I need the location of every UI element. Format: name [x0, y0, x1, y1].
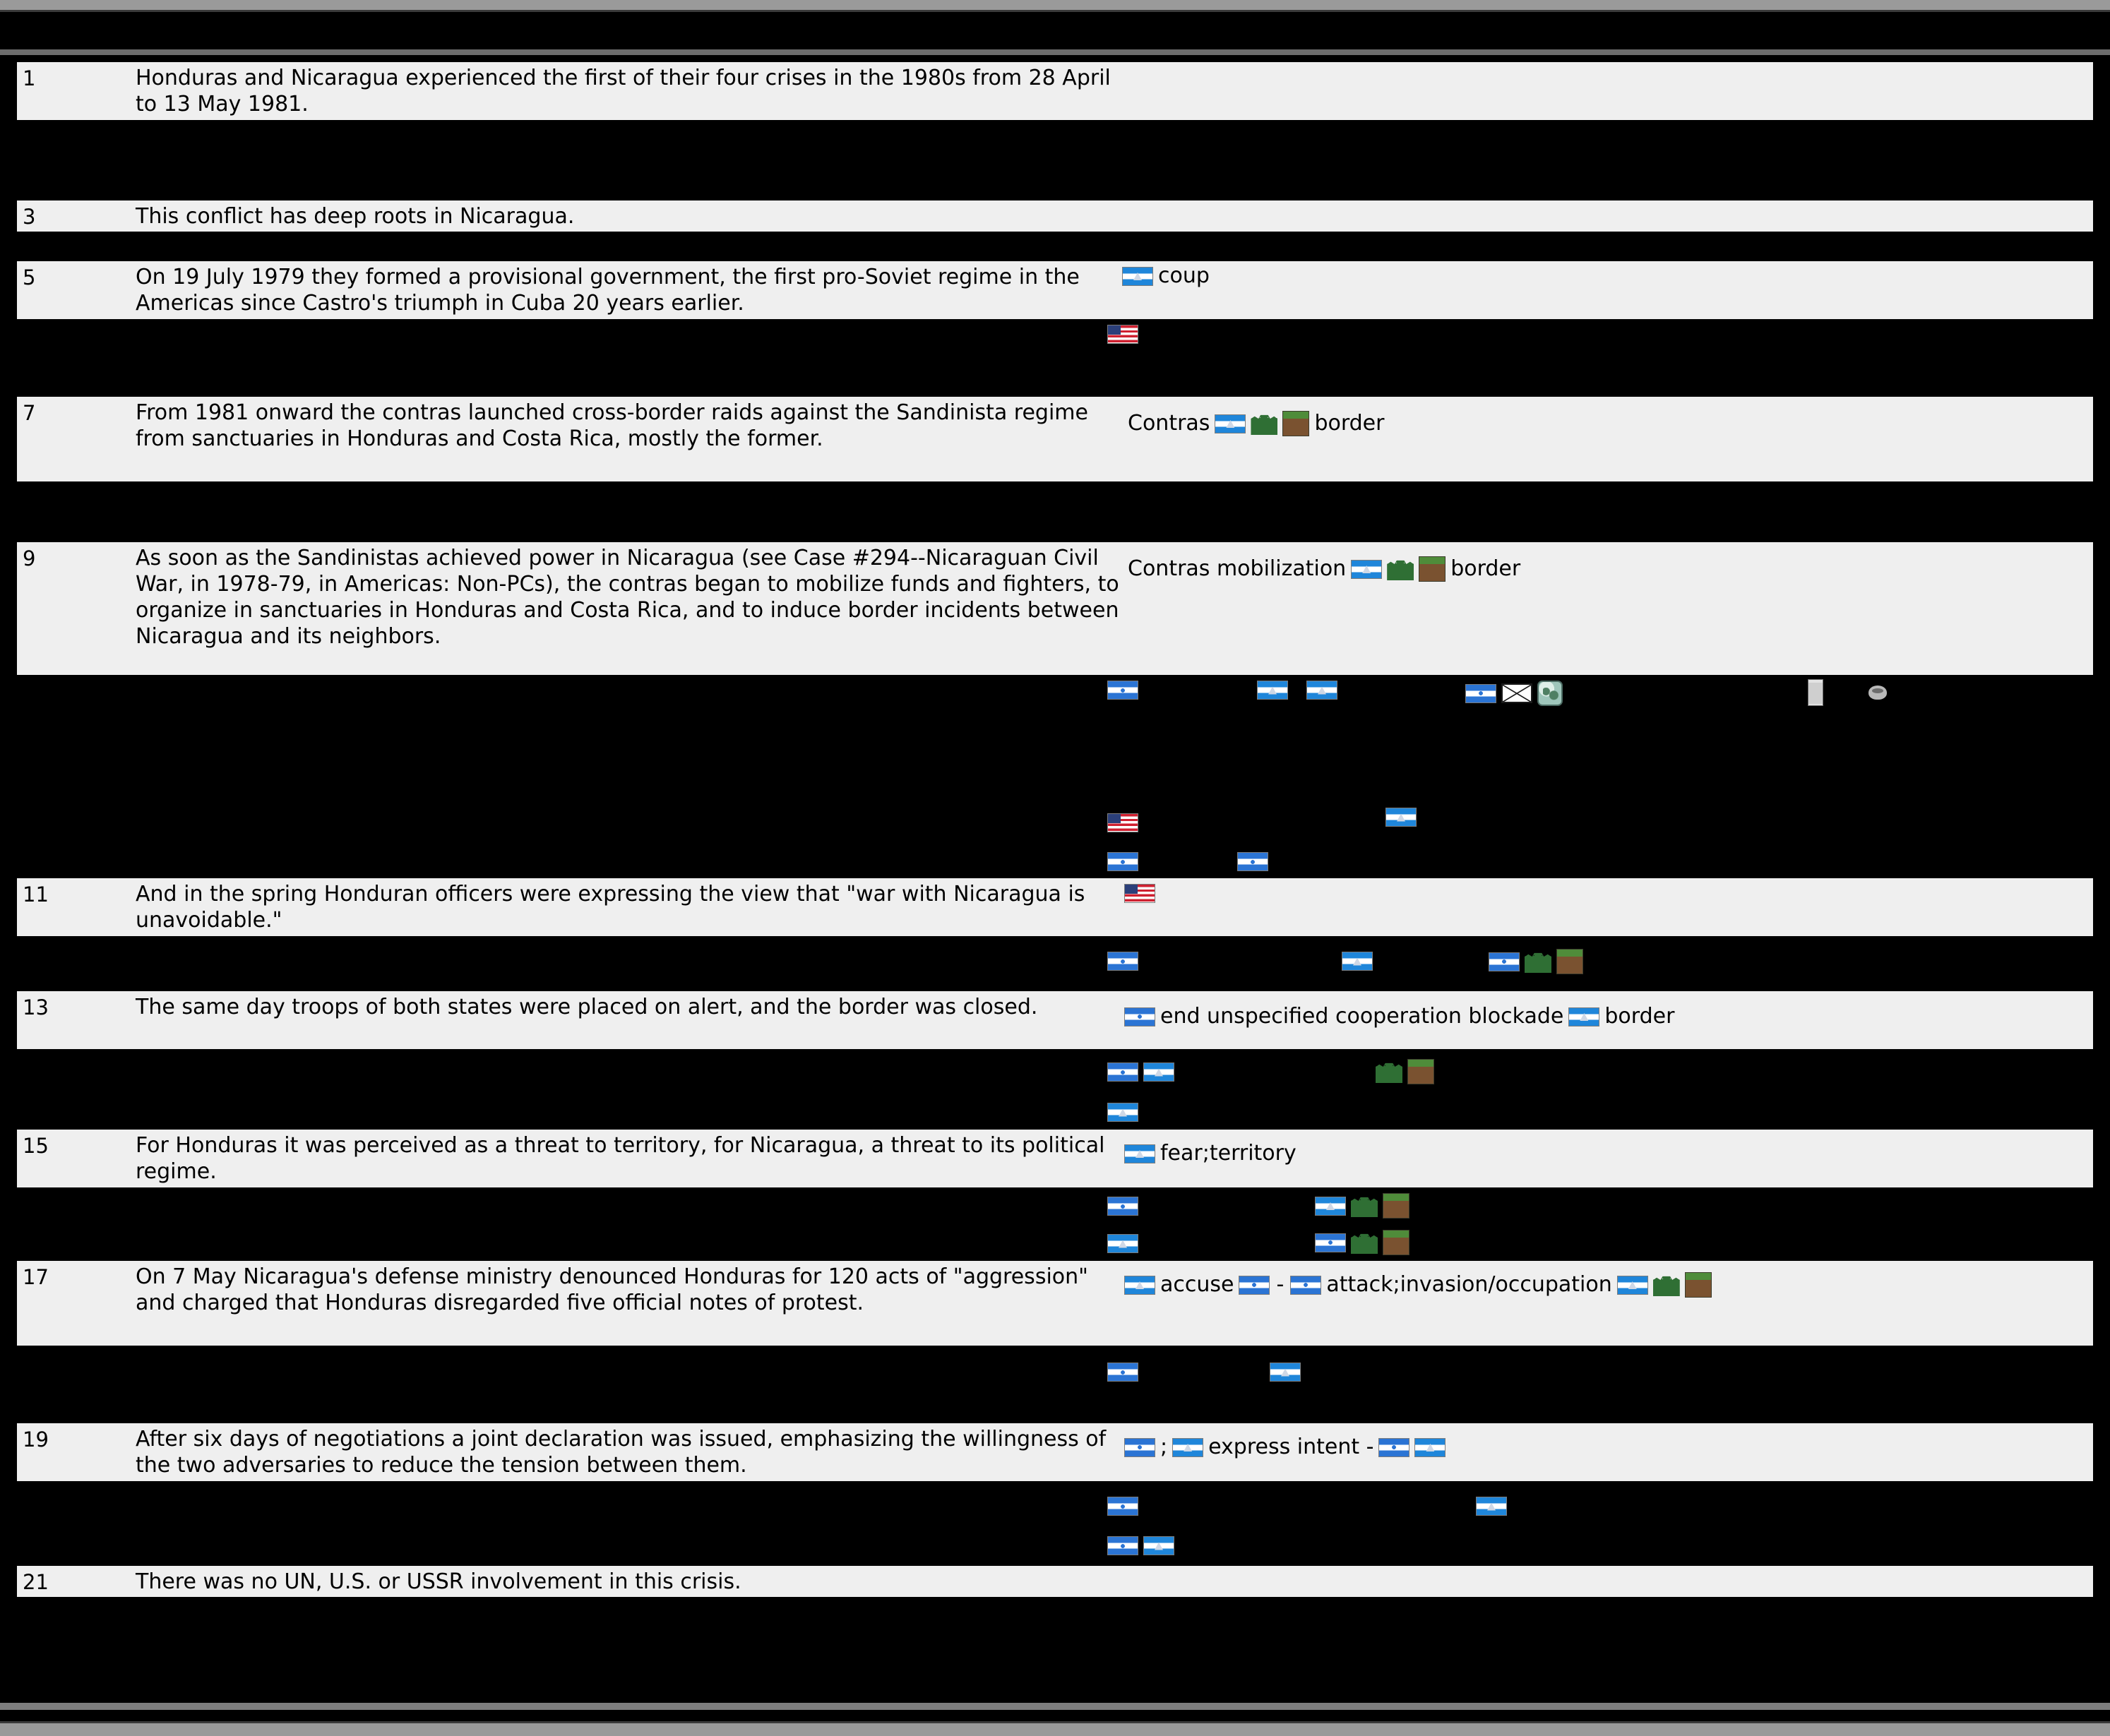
table-row[interactable] — [17, 200, 2093, 232]
row-text: The same day troops of both states were placed on alert, and the border was closed. — [136, 995, 1038, 1019]
annotation-icon-group — [1107, 1363, 1138, 1382]
nicaragua-flag-icon — [1124, 1276, 1155, 1295]
row-annotation — [1124, 1139, 1297, 1168]
nicaragua-flag-icon — [1215, 414, 1246, 433]
nicaragua-flag-icon — [1385, 808, 1417, 827]
annotation-icon-group — [1342, 952, 1373, 971]
row-text: This conflict has deep roots in Nicaragua. — [136, 204, 575, 229]
row-annotation — [1124, 1433, 1446, 1461]
row-text: And in the spring Honduran officers were expressing the view that "war with Nicaragua is unavoidable." — [136, 882, 1085, 933]
globe-icon — [1537, 681, 1563, 706]
annotation-dash: - — [1276, 1272, 1285, 1297]
terrain-block-icon — [1556, 949, 1583, 974]
bug-icon — [1868, 686, 1887, 700]
honduras-flag-icon — [1107, 952, 1138, 971]
nicaragua-flag-icon — [1617, 1276, 1648, 1295]
annotation-icon-group — [1465, 681, 1563, 706]
honduras-flag-icon — [1239, 1276, 1270, 1295]
nicaragua-flag-icon — [1476, 1497, 1507, 1516]
people-group-icon — [1351, 1231, 1378, 1254]
annotation-icon-group — [1808, 679, 1887, 706]
usa-flag-icon — [1107, 325, 1138, 344]
nicaragua-flag-icon — [1270, 1363, 1301, 1382]
row-text: Honduras and Nicaragua experienced the first of their four crises in the 1980s from 28 April to 13 May 1981. — [136, 66, 1111, 116]
nicaragua-flag-icon — [1143, 1536, 1174, 1555]
row-number: 17 — [23, 1265, 49, 1289]
annotation-icon-group — [1376, 1059, 1434, 1084]
annotation-label: coup — [1158, 263, 1210, 288]
row-number: 1 — [23, 66, 36, 90]
annotation-icon-group — [1107, 1197, 1138, 1216]
terrain-block-icon — [1407, 1059, 1434, 1084]
annotation-action: attack;invasion/occupation — [1326, 1272, 1612, 1297]
annotation-prefix: end unspecified cooperation blockade — [1160, 1004, 1564, 1029]
honduras-flag-icon — [1107, 1363, 1138, 1382]
honduras-flag-icon — [1107, 1197, 1138, 1216]
row-number: 3 — [23, 205, 36, 229]
row-number: 19 — [23, 1427, 49, 1451]
row-number: 11 — [23, 882, 49, 906]
terrain-block-icon — [1282, 411, 1309, 436]
row-text: From 1981 onward the contras launched cross-border raids against the Sandinista regime from sanctuaries in Honduras and Costa Rica, mostly the former. — [136, 400, 1088, 451]
row-number: 7 — [23, 401, 36, 425]
people-group-icon — [1387, 558, 1414, 580]
row-text: After six days of negotiations a joint declaration was issued, emphasizing the willingness of the two adversaries to reduce the tension between them. — [136, 1427, 1107, 1478]
annotation-icon-group — [1315, 1193, 1409, 1219]
annotation-icon-group — [1107, 1234, 1138, 1253]
nicaragua-flag-icon — [1107, 1234, 1138, 1253]
row-text: As soon as the Sandinistas achieved power in Nicaragua (see Case #294--Nicaraguan Civil War, in 1978-79, in Americas: Non-PCs), the contras began to mobilize funds and fighters, to organize in sanctuaries in Honduras and Costa Rica, and to induce border incidents between Nicaragua and its neighbors. — [136, 546, 1119, 649]
table-row[interactable] — [17, 542, 2093, 675]
top-divider-bar — [0, 0, 2110, 12]
top-divider-bar-secondary — [0, 49, 2110, 55]
honduras-flag-icon — [1124, 1007, 1155, 1026]
honduras-flag-icon — [1107, 1062, 1138, 1082]
nicaragua-flag-icon — [1143, 1062, 1174, 1082]
annotation-action: express intent - — [1208, 1435, 1374, 1459]
annotation-icon-group — [1107, 681, 1138, 700]
envelope-icon — [1501, 683, 1532, 703]
row-number: 13 — [23, 995, 49, 1019]
table-row[interactable] — [17, 878, 2093, 936]
row-text: There was no UN, U.S. or USSR involvement in this crisis. — [136, 1569, 741, 1594]
usa-flag-icon — [1107, 813, 1138, 832]
annotation-icon-group — [1315, 1230, 1409, 1255]
honduras-flag-icon — [1465, 684, 1496, 703]
row-number: 5 — [23, 265, 36, 289]
table-row[interactable] — [17, 62, 2093, 120]
honduras-flag-icon — [1290, 1276, 1321, 1295]
annotation-suffix: border — [1314, 411, 1385, 436]
annotation-icon-group — [1237, 852, 1268, 871]
nicaragua-flag-icon — [1122, 267, 1153, 286]
row-annotation — [1124, 1271, 1712, 1299]
annotation-separator: ; — [1160, 1435, 1168, 1459]
annotation-icon-group — [1385, 808, 1417, 827]
row-annotation — [1128, 409, 1384, 438]
row-number: 9 — [23, 546, 36, 570]
annotation-icon-group — [1107, 1536, 1174, 1555]
row-text: On 19 July 1979 they formed a provisional government, the first pro-Soviet regime in the Americas since Castro's triumph in Cuba 20 years earlier. — [136, 265, 1080, 316]
nicaragua-flag-icon — [1315, 1197, 1346, 1216]
bottom-divider-bar — [0, 1703, 2110, 1710]
table-row[interactable] — [17, 991, 2093, 1049]
row-annotation — [1124, 884, 1155, 903]
annotation-icon-group — [1107, 852, 1138, 871]
nicaragua-flag-icon — [1342, 952, 1373, 971]
annotation-icon-group — [1107, 813, 1138, 832]
annotation-prefix: Contras — [1128, 411, 1210, 436]
annotation-suffix: border — [1604, 1004, 1675, 1029]
terrain-block-icon — [1419, 556, 1446, 582]
annotation-icon-group — [1107, 1062, 1174, 1082]
people-group-icon — [1653, 1274, 1680, 1296]
annotation-icon-group — [1107, 1103, 1138, 1122]
terrain-block-icon — [1383, 1230, 1409, 1255]
nicaragua-flag-icon — [1124, 1144, 1155, 1163]
honduras-flag-icon — [1124, 1438, 1155, 1457]
nicaragua-flag-icon — [1351, 560, 1382, 579]
row-annotation — [1122, 262, 1210, 290]
row-number: 15 — [23, 1134, 49, 1158]
annotation-icon-group — [1107, 952, 1138, 971]
column-icon — [1808, 679, 1823, 706]
row-text: For Honduras it was perceived as a threat to territory, for Nicaragua, a threat to its political regime. — [136, 1133, 1105, 1184]
row-annotation — [1128, 555, 1520, 583]
table-row[interactable] — [17, 261, 2093, 319]
nicaragua-flag-icon — [1172, 1438, 1203, 1457]
annotation-icon-group — [1257, 681, 1337, 700]
annotation-label: fear;territory — [1160, 1141, 1297, 1166]
table-row[interactable] — [17, 1566, 2093, 1597]
honduras-flag-icon — [1237, 852, 1268, 871]
annotation-suffix: border — [1450, 556, 1521, 581]
people-group-icon — [1251, 412, 1277, 435]
annotation-icon-group — [1476, 1497, 1507, 1516]
annotation-verb: accuse — [1160, 1272, 1234, 1297]
nicaragua-flag-icon — [1257, 681, 1288, 700]
honduras-flag-icon — [1315, 1233, 1346, 1252]
nicaragua-flag-icon — [1306, 681, 1337, 700]
people-group-icon — [1525, 950, 1551, 973]
table-row[interactable] — [17, 1261, 2093, 1346]
row-number: 21 — [23, 1570, 49, 1594]
annotation-icon-group — [1270, 1363, 1301, 1382]
honduras-flag-icon — [1107, 852, 1138, 871]
row-annotation — [1124, 1002, 1674, 1031]
annotation-icon-group — [1107, 325, 1138, 344]
terrain-block-icon — [1383, 1193, 1409, 1219]
nicaragua-flag-icon — [1414, 1438, 1446, 1457]
annotation-icon-group — [1107, 1497, 1138, 1516]
people-group-icon — [1376, 1060, 1402, 1083]
annotation-icon-group — [1489, 949, 1583, 974]
nicaragua-flag-icon — [1107, 1103, 1138, 1122]
honduras-flag-icon — [1107, 681, 1138, 700]
honduras-flag-icon — [1489, 952, 1520, 971]
honduras-flag-icon — [1378, 1438, 1409, 1457]
usa-flag-icon — [1124, 884, 1155, 903]
terrain-block-icon — [1685, 1272, 1712, 1298]
nicaragua-flag-icon — [1568, 1007, 1599, 1026]
honduras-flag-icon — [1107, 1536, 1138, 1555]
row-text: On 7 May Nicaragua's defense ministry denounced Honduras for 120 acts of "aggression" and charged that Honduras disregarded five official notes of protest. — [136, 1264, 1088, 1315]
table-row[interactable] — [17, 1423, 2093, 1481]
annotation-prefix: Contras mobilization — [1128, 556, 1347, 581]
table-row[interactable] — [17, 397, 2093, 481]
table-row[interactable] — [17, 1130, 2093, 1187]
honduras-flag-icon — [1107, 1497, 1138, 1516]
people-group-icon — [1351, 1195, 1378, 1217]
